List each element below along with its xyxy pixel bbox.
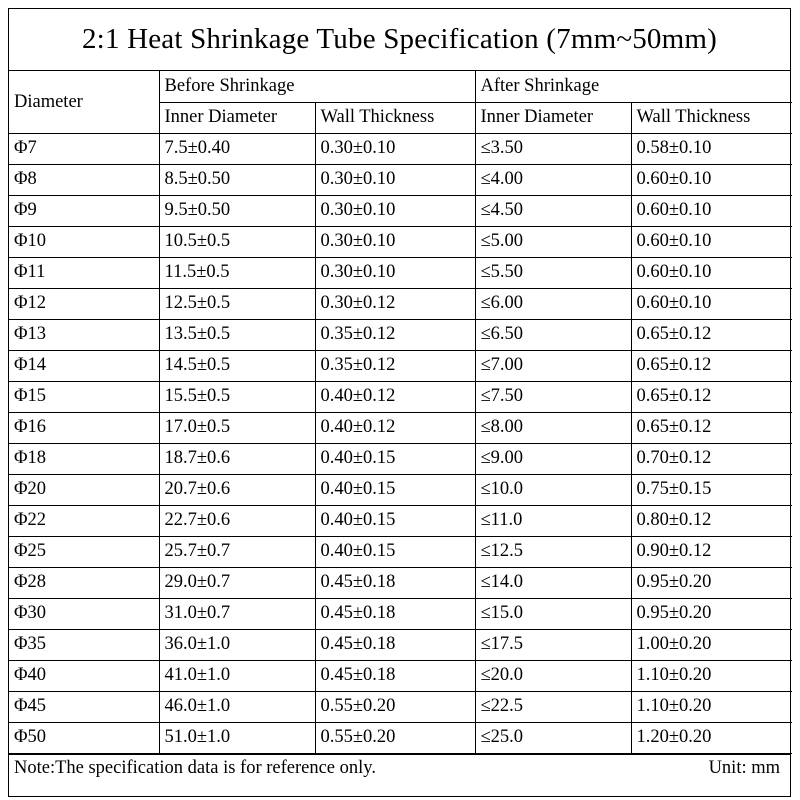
cell-before-inner-diameter: 8.5±0.50 xyxy=(159,164,315,195)
cell-diameter: Φ35 xyxy=(9,629,159,660)
header-before-wall-thickness: Wall Thickness xyxy=(315,102,475,133)
cell-after-inner-diameter: ≤4.50 xyxy=(475,195,631,226)
cell-diameter: Φ9 xyxy=(9,195,159,226)
header-after-shrinkage: After Shrinkage xyxy=(475,71,792,102)
table-row xyxy=(9,660,792,691)
cell-before-wall-thickness: 0.45±0.18 xyxy=(315,598,475,629)
table-row xyxy=(9,226,792,257)
cell-after-wall-thickness: 0.65±0.12 xyxy=(631,350,792,381)
table-row xyxy=(9,164,792,195)
spec-table-body xyxy=(9,71,792,753)
cell-before-inner-diameter: 41.0±1.0 xyxy=(159,660,315,691)
cell-before-wall-thickness: 0.30±0.12 xyxy=(315,288,475,319)
cell-after-inner-diameter: ≤6.00 xyxy=(475,288,631,319)
cell-before-inner-diameter: 11.5±0.5 xyxy=(159,257,315,288)
cell-after-wall-thickness: 1.20±0.20 xyxy=(631,722,792,753)
table-row xyxy=(9,381,792,412)
header-before-shrinkage: Before Shrinkage xyxy=(159,71,475,102)
cell-after-inner-diameter: ≤25.0 xyxy=(475,722,631,753)
cell-after-inner-diameter: ≤12.5 xyxy=(475,536,631,567)
cell-diameter: Φ14 xyxy=(9,350,159,381)
cell-before-inner-diameter: 29.0±0.7 xyxy=(159,567,315,598)
table-row xyxy=(9,257,792,288)
cell-after-inner-diameter: ≤15.0 xyxy=(475,598,631,629)
cell-before-inner-diameter: 12.5±0.5 xyxy=(159,288,315,319)
cell-diameter: Φ15 xyxy=(9,381,159,412)
table-row xyxy=(9,598,792,629)
cell-after-inner-diameter: ≤14.0 xyxy=(475,567,631,598)
cell-before-wall-thickness: 0.40±0.15 xyxy=(315,443,475,474)
header-after-inner-diameter: Inner Diameter xyxy=(475,102,631,133)
table-row xyxy=(9,691,792,722)
cell-before-wall-thickness: 0.55±0.20 xyxy=(315,722,475,753)
cell-before-inner-diameter: 13.5±0.5 xyxy=(159,319,315,350)
table-row xyxy=(9,505,792,536)
cell-after-inner-diameter: ≤7.50 xyxy=(475,381,631,412)
cell-after-wall-thickness: 0.70±0.12 xyxy=(631,443,792,474)
cell-before-inner-diameter: 14.5±0.5 xyxy=(159,350,315,381)
table-row xyxy=(9,350,792,381)
cell-before-wall-thickness: 0.40±0.12 xyxy=(315,381,475,412)
cell-after-wall-thickness: 0.80±0.12 xyxy=(631,505,792,536)
cell-after-inner-diameter: ≤8.00 xyxy=(475,412,631,443)
sheet-title: 2:1 Heat Shrinkage Tube Specification (7mm~50mm) xyxy=(9,9,790,71)
cell-diameter: Φ16 xyxy=(9,412,159,443)
spec-sheet xyxy=(8,8,791,797)
cell-after-inner-diameter: ≤5.50 xyxy=(475,257,631,288)
footer-note: Note:The specification data is for reference only. xyxy=(14,758,376,778)
cell-after-wall-thickness: 0.60±0.10 xyxy=(631,257,792,288)
spec-table xyxy=(9,71,792,754)
cell-after-wall-thickness: 0.60±0.10 xyxy=(631,195,792,226)
cell-before-wall-thickness: 0.45±0.18 xyxy=(315,660,475,691)
cell-before-wall-thickness: 0.40±0.12 xyxy=(315,412,475,443)
cell-after-wall-thickness: 0.60±0.10 xyxy=(631,226,792,257)
table-row xyxy=(9,319,792,350)
header-after-wall-thickness: Wall Thickness xyxy=(631,102,792,133)
cell-before-wall-thickness: 0.30±0.10 xyxy=(315,257,475,288)
cell-before-inner-diameter: 22.7±0.6 xyxy=(159,505,315,536)
cell-diameter: Φ28 xyxy=(9,567,159,598)
cell-before-inner-diameter: 17.0±0.5 xyxy=(159,412,315,443)
cell-before-inner-diameter: 18.7±0.6 xyxy=(159,443,315,474)
cell-after-wall-thickness: 0.65±0.12 xyxy=(631,381,792,412)
cell-before-inner-diameter: 10.5±0.5 xyxy=(159,226,315,257)
cell-before-inner-diameter: 46.0±1.0 xyxy=(159,691,315,722)
cell-after-wall-thickness: 0.95±0.20 xyxy=(631,567,792,598)
cell-before-wall-thickness: 0.30±0.10 xyxy=(315,226,475,257)
cell-diameter: Φ45 xyxy=(9,691,159,722)
cell-after-wall-thickness: 0.95±0.20 xyxy=(631,598,792,629)
cell-diameter: Φ18 xyxy=(9,443,159,474)
cell-before-wall-thickness: 0.55±0.20 xyxy=(315,691,475,722)
cell-after-wall-thickness: 0.65±0.12 xyxy=(631,319,792,350)
cell-diameter: Φ22 xyxy=(9,505,159,536)
cell-before-wall-thickness: 0.40±0.15 xyxy=(315,505,475,536)
cell-diameter: Φ11 xyxy=(9,257,159,288)
cell-before-inner-diameter: 36.0±1.0 xyxy=(159,629,315,660)
table-row xyxy=(9,133,792,164)
cell-after-wall-thickness: 1.10±0.20 xyxy=(631,660,792,691)
cell-before-inner-diameter: 7.5±0.40 xyxy=(159,133,315,164)
table-row xyxy=(9,629,792,660)
cell-before-inner-diameter: 9.5±0.50 xyxy=(159,195,315,226)
table-row xyxy=(9,474,792,505)
cell-before-wall-thickness: 0.35±0.12 xyxy=(315,350,475,381)
header-row-groups xyxy=(9,71,792,102)
cell-after-inner-diameter: ≤10.0 xyxy=(475,474,631,505)
footer-unit: Unit: mm xyxy=(708,758,780,778)
table-row xyxy=(9,412,792,443)
cell-after-inner-diameter: ≤6.50 xyxy=(475,319,631,350)
cell-before-wall-thickness: 0.45±0.18 xyxy=(315,629,475,660)
cell-after-wall-thickness: 1.10±0.20 xyxy=(631,691,792,722)
cell-after-inner-diameter: ≤9.00 xyxy=(475,443,631,474)
cell-after-inner-diameter: ≤5.00 xyxy=(475,226,631,257)
cell-before-wall-thickness: 0.30±0.10 xyxy=(315,164,475,195)
cell-before-wall-thickness: 0.40±0.15 xyxy=(315,536,475,567)
header-diameter: Diameter xyxy=(9,71,159,133)
cell-after-inner-diameter: ≤20.0 xyxy=(475,660,631,691)
cell-after-wall-thickness: 1.00±0.20 xyxy=(631,629,792,660)
cell-before-wall-thickness: 0.35±0.12 xyxy=(315,319,475,350)
cell-before-inner-diameter: 25.7±0.7 xyxy=(159,536,315,567)
cell-before-wall-thickness: 0.40±0.15 xyxy=(315,474,475,505)
cell-diameter: Φ8 xyxy=(9,164,159,195)
cell-after-wall-thickness: 0.90±0.12 xyxy=(631,536,792,567)
cell-after-wall-thickness: 0.60±0.10 xyxy=(631,288,792,319)
cell-diameter: Φ13 xyxy=(9,319,159,350)
cell-diameter: Φ12 xyxy=(9,288,159,319)
table-row xyxy=(9,722,792,753)
cell-after-inner-diameter: ≤22.5 xyxy=(475,691,631,722)
table-row xyxy=(9,288,792,319)
cell-before-inner-diameter: 31.0±0.7 xyxy=(159,598,315,629)
cell-after-inner-diameter: ≤17.5 xyxy=(475,629,631,660)
cell-before-inner-diameter: 15.5±0.5 xyxy=(159,381,315,412)
cell-before-inner-diameter: 51.0±1.0 xyxy=(159,722,315,753)
cell-diameter: Φ50 xyxy=(9,722,159,753)
table-row xyxy=(9,195,792,226)
cell-diameter: Φ10 xyxy=(9,226,159,257)
cell-after-wall-thickness: 0.75±0.15 xyxy=(631,474,792,505)
sheet-footer xyxy=(9,754,790,783)
cell-diameter: Φ20 xyxy=(9,474,159,505)
cell-after-inner-diameter: ≤3.50 xyxy=(475,133,631,164)
cell-diameter: Φ7 xyxy=(9,133,159,164)
header-before-inner-diameter: Inner Diameter xyxy=(159,102,315,133)
table-row xyxy=(9,536,792,567)
table-row xyxy=(9,567,792,598)
cell-after-wall-thickness: 0.60±0.10 xyxy=(631,164,792,195)
cell-after-inner-diameter: ≤11.0 xyxy=(475,505,631,536)
cell-after-inner-diameter: ≤4.00 xyxy=(475,164,631,195)
cell-before-wall-thickness: 0.30±0.10 xyxy=(315,195,475,226)
cell-diameter: Φ30 xyxy=(9,598,159,629)
cell-before-wall-thickness: 0.30±0.10 xyxy=(315,133,475,164)
cell-after-inner-diameter: ≤7.00 xyxy=(475,350,631,381)
cell-diameter: Φ25 xyxy=(9,536,159,567)
table-row xyxy=(9,443,792,474)
cell-before-inner-diameter: 20.7±0.6 xyxy=(159,474,315,505)
cell-diameter: Φ40 xyxy=(9,660,159,691)
cell-before-wall-thickness: 0.45±0.18 xyxy=(315,567,475,598)
cell-after-wall-thickness: 0.65±0.12 xyxy=(631,412,792,443)
cell-after-wall-thickness: 0.58±0.10 xyxy=(631,133,792,164)
